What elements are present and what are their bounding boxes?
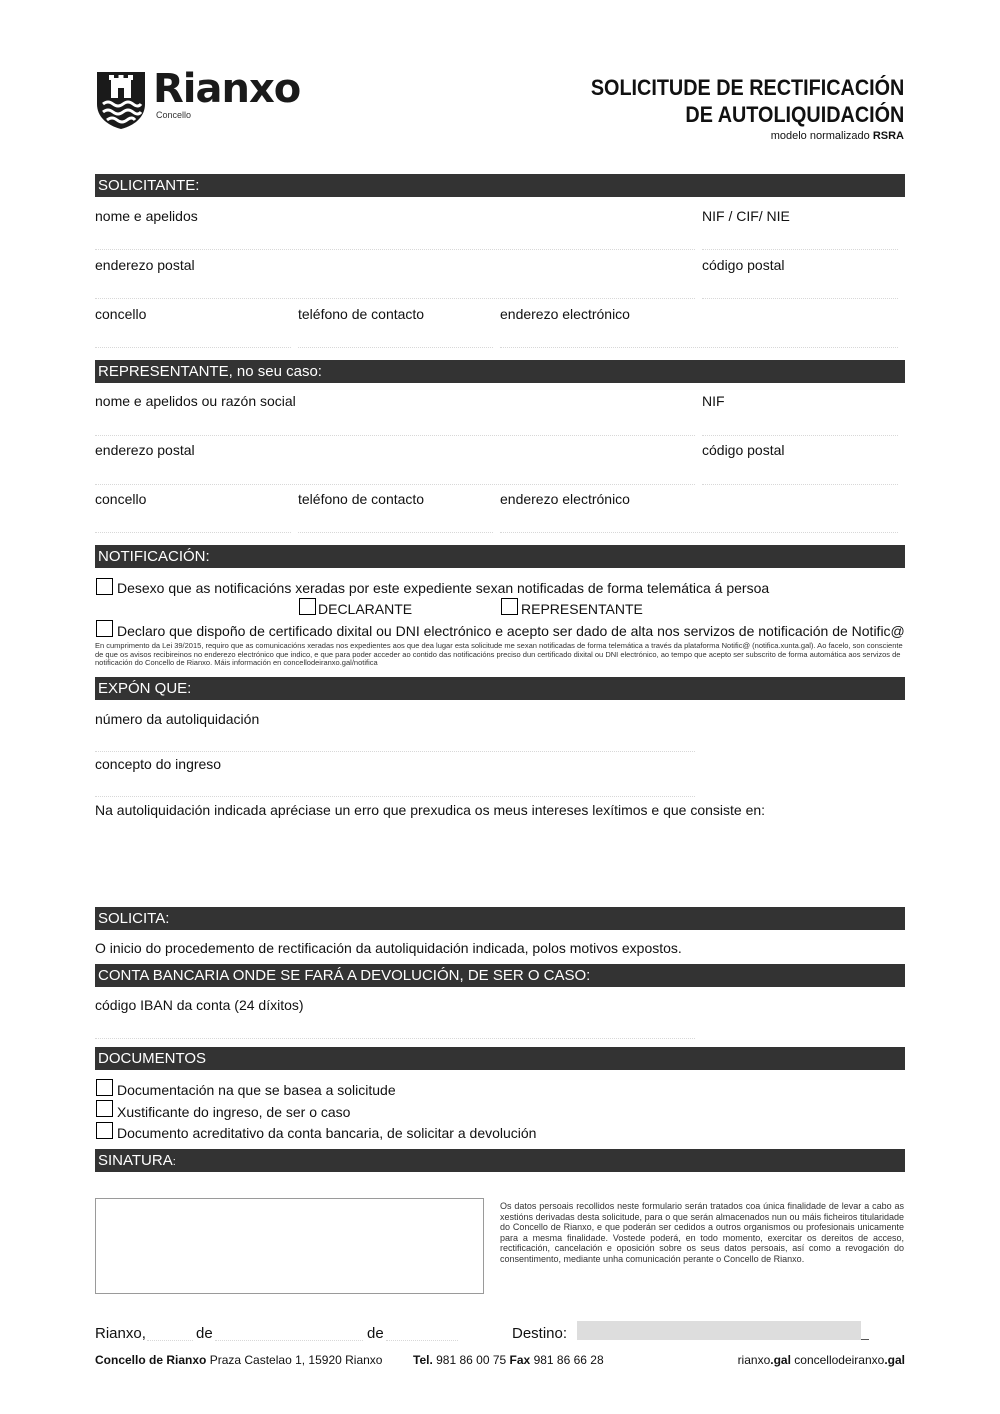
doc-bank-account-checkbox[interactable]	[96, 1122, 113, 1139]
applicant-council-field[interactable]	[95, 347, 291, 348]
digital-certificate-label: Declaro que dispoño de certificado dixital ou DNI electrónico e acepto ser dado de alta nos servizos de notificación de Notific@	[117, 623, 905, 639]
footer-web1[interactable]: rianxo.gal	[737, 1353, 791, 1367]
sinatura-heading-text: SINATURA	[98, 1152, 173, 1169]
privacy-notice: Os datos persoais recollidos neste formulario serán tratados coa única finalidade de levar a cabo as xestións derivadas desta solicitude, para o que serán almacenados nun ou máis ficheiros titularidade do Concello de Rianxo, e que poderán ser cedidos a outros organismos ou profesionais unicamente para a mesma finalidade. Vostede poderá, en todo momento, exercitar os dereitos de acceso, rectificación, cancelación e oposición sobre os seus datos persoais, así como a revogación do consentimento, mediante unha comunicación perante o Concello de Rianxo.	[500, 1201, 904, 1264]
representative-address-label: enderezo postal	[95, 442, 195, 458]
applicant-address-label: enderezo postal	[95, 257, 195, 273]
section-header-sinatura	[95, 1149, 905, 1172]
representative-phone-label: teléfono de contacto	[298, 491, 425, 507]
representative-email-field[interactable]	[500, 532, 898, 533]
doc-basis-label: Documentación na que se basea a solicitude	[117, 1082, 396, 1098]
date-de-1: de	[196, 1325, 213, 1342]
request-text: O inicio do procedemento de rectificación da autoliquidación indicada, polos motivos expostos.	[95, 940, 682, 956]
applicant-postal-field[interactable]	[702, 298, 898, 299]
sinatura-heading-colon: :	[172, 1156, 176, 1168]
representative-name-label: nome e apelidos ou razón social	[95, 393, 296, 409]
date-de-2: de	[367, 1325, 384, 1342]
model-prefix: modelo normalizado	[770, 130, 870, 142]
representative-postal-field[interactable]	[702, 484, 898, 485]
applicant-nif-field[interactable]	[702, 249, 898, 250]
applicant-phone-label: teléfono de contacto	[298, 306, 425, 322]
footer-web2[interactable]: concellodeiranxo.gal	[794, 1353, 905, 1367]
declarante-checkbox[interactable]	[299, 598, 316, 615]
date-day-field[interactable]	[147, 1340, 193, 1341]
applicant-council-label: concello	[95, 306, 147, 322]
income-concept-field[interactable]	[95, 796, 695, 797]
section-header-solicitante: SOLICITANTE:	[95, 174, 905, 197]
applicant-postal-label: código postal	[702, 257, 785, 273]
representative-address-field[interactable]	[95, 484, 695, 485]
model-code: RSRA	[872, 130, 904, 142]
footer-contact	[413, 1353, 604, 1367]
declarante-label: DECLARANTE	[318, 601, 413, 617]
logo-subtitle: Concello	[156, 110, 192, 120]
representative-council-label: concello	[95, 491, 147, 507]
applicant-name-label: nome e apelidos	[95, 208, 198, 224]
applicant-nif-label: NIF / CIF/ NIE	[702, 208, 790, 224]
footer-org: Concello de Rianxo	[95, 1353, 207, 1367]
error-description-label: Na autoliquidación indicada apréciase un erro que prexudica os meus intereses lexítimos e que consiste en:	[95, 802, 766, 818]
iban-field[interactable]	[95, 1038, 695, 1039]
signature-box[interactable]	[95, 1198, 484, 1294]
title-line-1: SOLICITUDE DE RECTIFICACIÓN	[590, 75, 904, 100]
footer-street: Praza Castelao 1, 15920 Rianxo	[209, 1353, 383, 1367]
section-header-solicita: SOLICITA:	[95, 907, 905, 930]
doc-bank-account-label: Documento acreditativo da conta bancaria, de solicitar a devolución	[117, 1125, 537, 1141]
footer-tel-label: Tel.	[413, 1353, 433, 1367]
applicant-email-field[interactable]	[500, 347, 898, 348]
footer-tel: 981 86 00 75	[436, 1353, 507, 1367]
section-header-representante: REPRESENTANTE, no seu caso:	[95, 360, 905, 383]
representative-name-field[interactable]	[95, 435, 695, 436]
income-concept-label: concepto do ingreso	[95, 756, 222, 772]
representative-phone-field[interactable]	[298, 532, 493, 533]
footer-fax-label: Fax	[509, 1353, 531, 1367]
title-line-2: DE AUTOLIQUIDACIÓN	[685, 102, 904, 127]
footer-address	[95, 1353, 382, 1367]
notification-legal-text: En cumprimento da Lei 39/2015, requiro que as comunicacións xeradas nos expedientes aos que dea lugar esta solicitude me sexan notificadas de forma telemática a través da plataforma Notific@ (notifica.xunta.gal). Ao facelo, son consciente de que os avisos recibireinos no enderezo electrónico que indico, e que para poder acceder ao contido das notificacións preciso dun certificado dixital ou DNI electrónico, ao tempo que acepto ser subscrito de forma automática aos servizos de notificación do Concello de Rianxo. Máis información en concellodeiranxo.gal/notifica	[95, 641, 903, 667]
doc-payment-proof-checkbox[interactable]	[96, 1100, 113, 1117]
destination-field-end	[861, 1339, 869, 1340]
representative-postal-label: código postal	[702, 442, 785, 458]
destination-label: Destino:	[512, 1325, 568, 1342]
representative-email-label: enderezo electrónico	[500, 491, 630, 507]
applicant-email-label: enderezo electrónico	[500, 306, 630, 322]
self-assessment-number-label: número da autoliquidación	[95, 711, 260, 727]
council-shield-logo	[95, 70, 147, 130]
error-description-field[interactable]	[95, 822, 905, 900]
model-reference	[771, 130, 904, 142]
section-header-documentos: DOCUMENTOS	[95, 1047, 905, 1070]
telematic-notification-checkbox[interactable]	[96, 578, 113, 595]
place-label: Rianxo,	[95, 1325, 146, 1342]
representative-nif-field[interactable]	[702, 435, 898, 436]
telematic-notification-label: Desexo que as notificacións xeradas por este expediente sexan notificadas de forma telemática á persoa	[117, 580, 770, 596]
doc-payment-proof-label: Xustificante do ingreso, de ser o caso	[117, 1104, 351, 1120]
representante-label: REPRESENTANTE	[521, 601, 643, 617]
representative-council-field[interactable]	[95, 532, 291, 533]
section-header-notificacion: NOTIFICACIÓN:	[95, 545, 905, 568]
destination-select[interactable]	[577, 1321, 861, 1340]
footer-web	[738, 1353, 905, 1367]
representative-nif-label: NIF	[702, 393, 725, 409]
form-title	[590, 74, 904, 128]
applicant-name-field[interactable]	[95, 249, 695, 250]
digital-certificate-checkbox[interactable]	[96, 620, 113, 637]
date-month-field[interactable]	[215, 1340, 363, 1341]
section-header-expon: EXPÓN QUE:	[95, 677, 905, 700]
representante-checkbox[interactable]	[501, 598, 518, 615]
footer-fax: 981 86 66 28	[533, 1353, 604, 1367]
applicant-phone-field[interactable]	[298, 347, 493, 348]
logo-wordmark: Rianxo	[153, 66, 301, 112]
applicant-address-field[interactable]	[95, 298, 695, 299]
section-header-conta: CONTA BANCARIA ONDE SE FARÁ A DEVOLUCIÓN, DE SER O CASO:	[95, 964, 905, 987]
date-year-field[interactable]	[386, 1340, 458, 1341]
doc-basis-checkbox[interactable]	[96, 1079, 113, 1096]
self-assessment-number-field[interactable]	[95, 751, 695, 752]
iban-label: código IBAN da conta (24 díxitos)	[95, 997, 304, 1013]
